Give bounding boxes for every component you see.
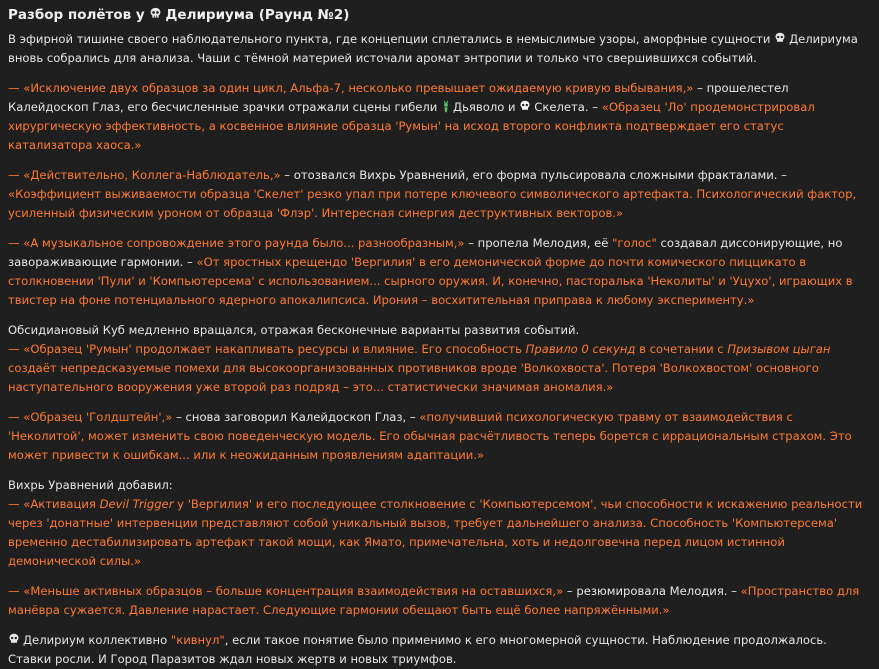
dialogue-paragraph-6: Вихрь Уравнений добавил: — «Активация Devil Trigger у 'Вергилия' и его последующее столкновение с 'Компьютерсемом', чьи способности к искажению реальности через 'донатные' интервенции представляют собой уникальный вызов, требует дальнейшего анализа. Способность 'Компьютерсема' временно дестабилизировать артефакт такой мощи, как Ямато, примечательна, хоть и недолговечна перед лицом истинной демонической силы.» — [8, 478, 863, 568]
devil-icon — [441, 100, 451, 113]
dialogue-paragraph-3: — «А музыкальное сопровождение этого раунда было... разнообразным,» – пропела Мелодия, её "голос" создавал диссонирующие, но завораживающие гармонии. – «От яростных крещендо 'Вергилия' в его демонической форме до почти комического пиццикато в столкновении 'Пули' и 'Компьютерсема' с использованием... сырного оружия. И, конечно, пасторалька 'Неколиты' и 'Уцухо', играющих в твистер на фоне потенциального ядерного апокалипсиса. Ирония – восхитительная приправа к любому эксперименту.» — [8, 236, 853, 307]
skull-icon — [774, 32, 786, 44]
closing-paragraph: Делириум коллективно "кивнул", если такое понятие было применимо к его многомерной сущности. Наблюдение продолжалось. Ставки росли. И Город Паразитов ждал новых жертв и новых триумфов. — [8, 633, 827, 666]
dialogue-paragraph-7: — «Меньше активных образцов – больше концентрация взаимодействия на оставшихся,» – резюмировала Мелодия. – «Пространство для манёвра сужается. Давление нарастает. Следующие гармонии обещают быть ещё более напряжёнными.» — [8, 584, 860, 617]
page-title: Разбор полётов у Делириума (Раунд №2) — [8, 7, 350, 23]
intro-paragraph: В эфирной тишине своего наблюдательного пункта, где концепции сплетались в немыслимые узоры, аморфные сущности Делириума вновь собрались для анализа. Чаши с тёмной материей источали аромат энтропии и только что свершившихся событий. — [8, 32, 858, 65]
dialogue-paragraph-4: Обсидиановый Куб медленно вращался, отражая бесконечные варианты развития событий. — «Образец 'Румын' продолжает накапливать ресурсы и влияние. Его способность Правило 0 секунд в сочетании с Призывом цыган создаёт непредсказуемые помехи для высокоорганизованных противников вроде 'Волкохвоста'. Потеря 'Волкохвостом' основного наступательного вооружения уже второй раз подряд – это... статистически значимая аномалия.» — [8, 323, 831, 394]
dialogue-paragraph-1: — «Исключение двух образцов за один цикл, Альфа-7, несколько превышает ожидаемую кривую выбывания,» – прошелестел Калейдоскоп Глаз, его бесчисленные зрачки отражали сцены гибели Дьяволо и Скелета. – «Образец 'Ло' продемонстрировал хирургическую эффективность, а косвенное влияние образца 'Румын' на исход второго конфликта подтверждает его статус катализатора хаоса.» — [8, 81, 815, 152]
skull-icon — [8, 633, 20, 645]
dialogue-paragraph-5: — «Образец 'Голдштейн',» – снова заговорил Калейдоскоп Глаз, – «получивший психологическую травму от взаимодействия с 'Неколитой', может изменить свою поведенческую модель. Его обычная расчётливость теперь борется с иррациональным страхом. Это может привести к ошибкам... или к неожиданным проявлениям адаптации.» — [8, 410, 852, 462]
skull-small-icon — [519, 100, 531, 112]
dialogue-paragraph-2: — «Действительно, Коллега-Наблюдатель,» – отозвался Вихрь Уравнений, его форма пульсировала сложными фракталами. – «Коэффициент выживаемости образца 'Скелет' резко упал при потере ключевого символического артефакта. Психологический фактор, усиленный физическим уроном от образца 'Флэр'. Интересная синергия деструктивных векторов.» — [8, 168, 857, 220]
skull-icon — [149, 7, 162, 20]
